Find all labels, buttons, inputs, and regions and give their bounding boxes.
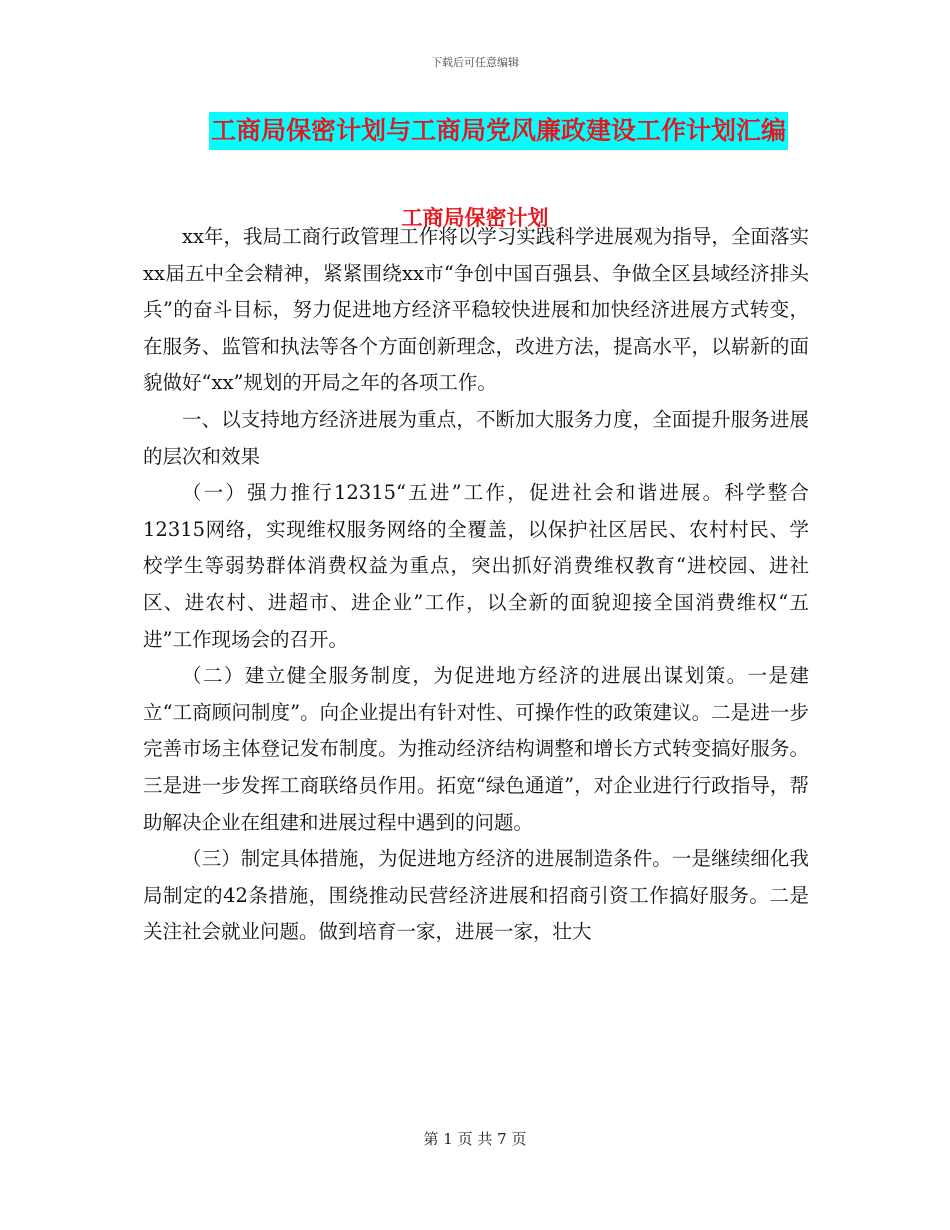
- main-title-container: [0, 112, 950, 150]
- paragraph-heading-1: 一、以支持地方经济进展为重点，不断加大服务力度，全面提升服务进展的层次和效果: [143, 407, 809, 468]
- header-note: 下载后可任意编辑: [431, 56, 519, 69]
- paragraph-intro: xx年，我局工商行政管理工作将以学习实践科学进展观为指导，全面落实xx届五中全会精神，紧紧围绕xx市“争创中国百强县、争做全区县域经济排头兵”的奋斗目标，努力促进地方经济平稳较快进展和加快经济进展方式转变，在服务、监管和执法等各个方面创新理念，改进方法，提高水平，以崭新的面貌做好“xx”规划的开局之年的各项工作。: [143, 225, 809, 395]
- main-title: 工商局保密计划与工商局党风廉政建设工作计划汇编: [209, 112, 788, 150]
- paragraph-item-2: （二）建立健全服务制度，为促进地方经济的进展出谋划策。一是建立“工商顾问制度”。向企业提出有针对性、可操作性的政策建议。二是进一步完善市场主体登记发布制度。为推动经济结构调整和增长方式转变搞好服务。三是进一步发挥工商联络员作用。拓宽“绿色通道”，对企业进行行政指导，帮助解决企业在组建和进展过程中遇到的问题。: [143, 664, 809, 834]
- page-number: 第 1 页 共 7 页: [423, 1130, 527, 1148]
- body-text: [143, 219, 809, 951]
- paragraph-item-3: （三）制定具体措施，为促进地方经济的进展制造条件。一是继续细化我局制定的42条措施，围绕推动民营经济进展和招商引资工作搞好服务。二是关注社会就业问题。做到培育一家，进展一家，壮大: [143, 847, 809, 944]
- paragraph-item-1: （一）强力推行12315“五进”工作，促进社会和谐进展。科学整合12315网络，实现维权服务网络的全覆盖，以保护社区居民、农村村民、学校学生等弱势群体消费权益为重点，突出抓好消费维权教育“进校园、进社区、进农村、进超市、进企业”工作，以全新的面貌迎接全国消费维权“五进”工作现场会的召开。: [143, 481, 809, 651]
- section-title: 工商局保密计划: [401, 206, 549, 230]
